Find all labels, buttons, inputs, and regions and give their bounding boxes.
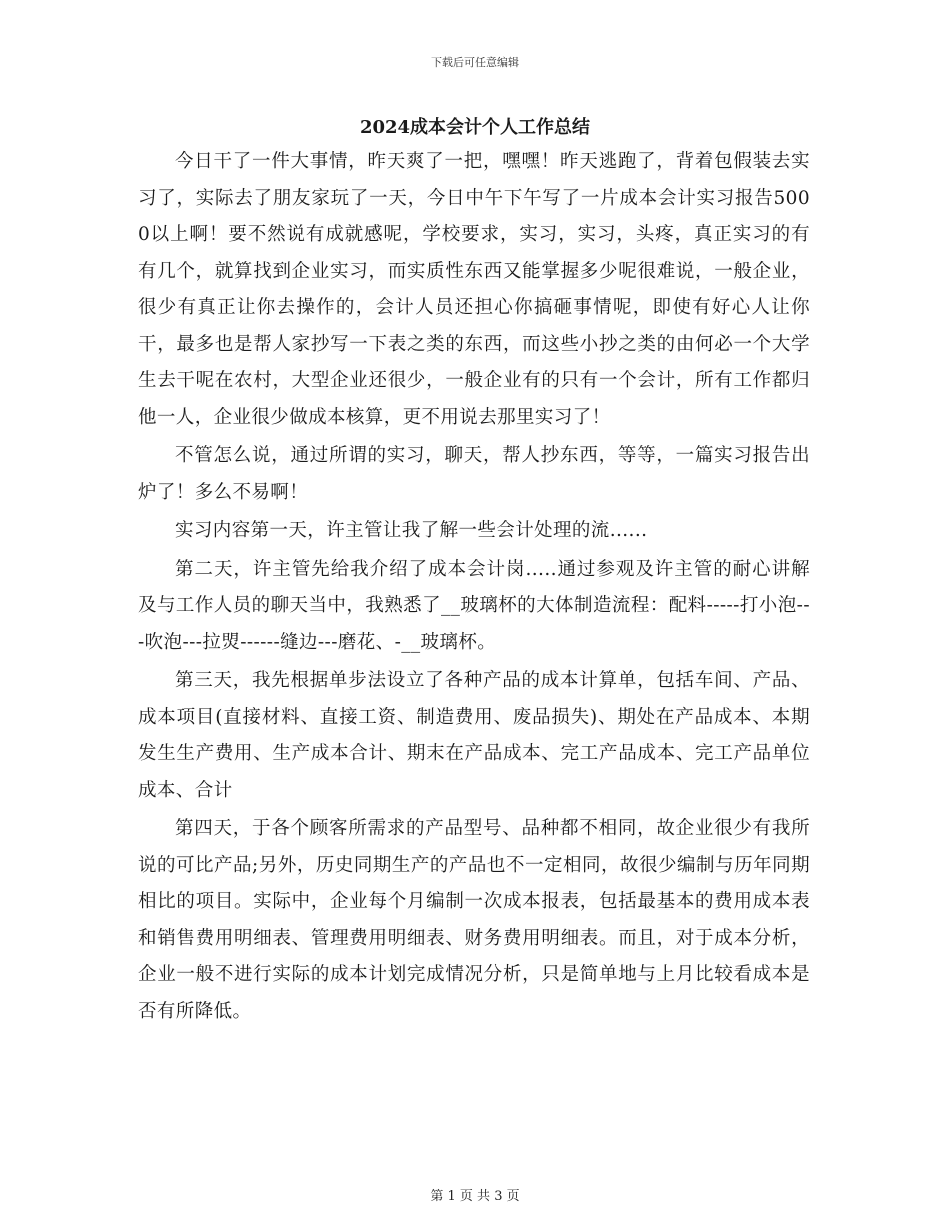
document-body	[138, 144, 810, 1032]
page-header-note: 下载后可任意编辑	[431, 56, 519, 69]
paragraph: 实习内容第一天，许主管让我了解一些会计处理的流......	[175, 520, 648, 541]
document-title: 2024成本会计个人工作总结	[359, 117, 591, 138]
paragraph: 第三天，我先根据单步法设立了各种产品的成本计算单，包括车间、产品、成本项目(直接材料、直接工资、制造费用、废品损失)、期处在产品成本、本期发生生产费用、生产成本合计、期末在产品成本、完工产品成本、完工产品单位成本、合计	[138, 670, 810, 801]
paragraph: 第二天，许主管先给我介绍了成本会计岗.....通过参观及许主管的耐心讲解及与工作人员的聊天当中，我熟悉了__玻璃杯的大体制造流程：配料-----打小泡---吹泡---拉焽------缝边---磨花、-__玻璃杯。	[138, 558, 810, 653]
page-number: 第 1 页 共 3 页	[430, 1189, 520, 1204]
paragraph: 不管怎么说，通过所谓的实习，聊天，帮人抄东西，等等，一篇实习报告出炉了！多么不易啊！	[138, 445, 810, 503]
paragraph: 第四天，于各个顾客所需求的产品型号、品种都不相同，故企业很少有我所说的可比产品;另外，历史同期生产的产品也不一定相同，故很少编制与历年同期相比的项目。实际中，企业每个月编制一次成本报表，包括最基本的费用成本表和销售费用明细表、管理费用明细表、财务费用明细表。而且，对于成本分析，企业一般不进行实际的成本计划完成情况分析，只是简单地与上月比较看成本是否有所降低。	[138, 818, 810, 1022]
paragraph: 今日干了一件大事情，昨天爽了一把，嘿嘿！昨天逃跑了，背着包假装去实习了，实际去了朋友家玩了一天，今日中午下午写了一片成本会计实习报告5000以上啊！要不然说有成就感呢，学校要求，实习，实习，头疼，真正实习的有有几个，就算找到企业实习，而实质性东西又能掌握多少呢很难说，一般企业，很少有真正让你去操作的，会计人员还担心你搞砸事情呢，即使有好心人让你干，最多也是帮人家抄写一下表之类的东西，而这些小抄之类的由何必一个大学生去干呢在农村，大型企业还很少，一般企业有的只有一个会计，所有工作都归他一人，企业很少做成本核算，更不用说去那里实习了！	[138, 151, 810, 428]
